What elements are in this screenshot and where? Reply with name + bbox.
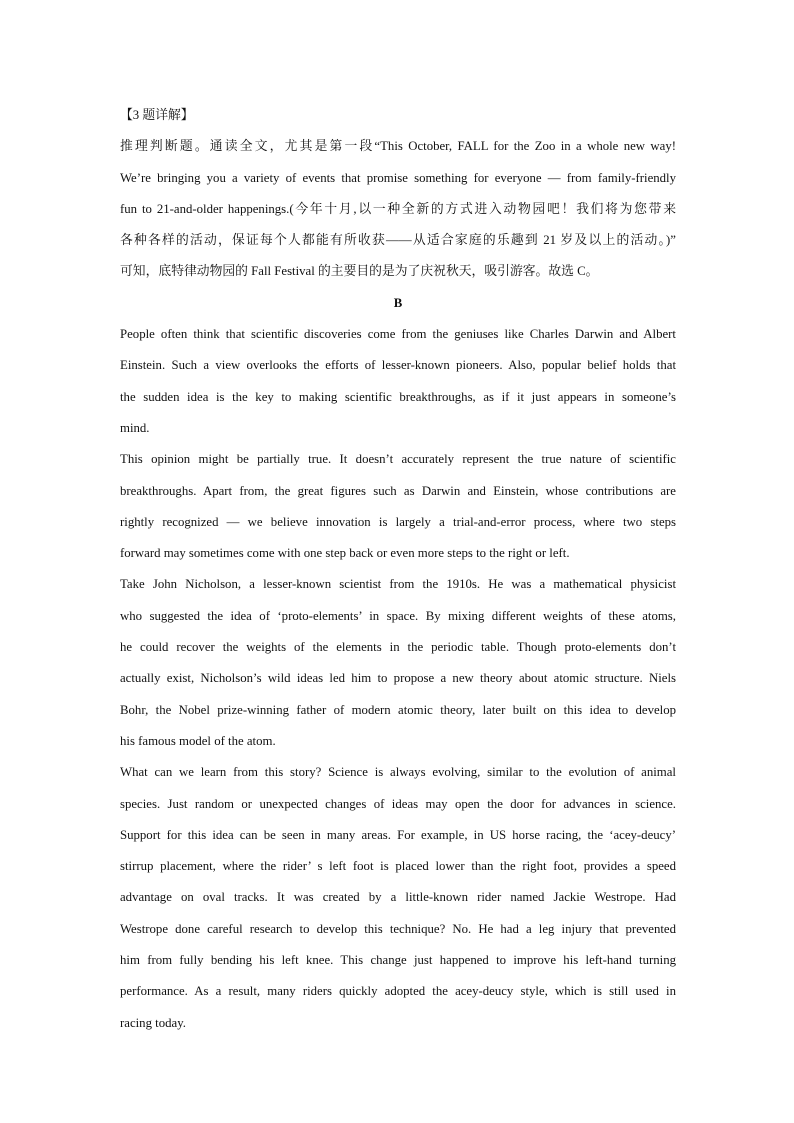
passage-line: Westrope done careful research to develop this technique? No. He had a leg injury that prevented (120, 921, 676, 936)
passage-line: Support for this idea can be seen in many areas. For example, in US horse racing, the ‘acey-deucy’ (120, 827, 676, 842)
passage-line: This opinion might be partially true. It doesn’t accurately represent the true nature of scientific (120, 452, 676, 467)
passage-line: breakthroughs. Apart from, the great figures such as Darwin and Einstein, whose contributions are (120, 483, 676, 498)
passage-line: his famous model of the atom. (120, 733, 276, 748)
passage-line: mind. (120, 420, 150, 435)
passage-line: who suggested the idea of ‘proto-elements’ in space. By mixing different weights of these atoms, (120, 608, 676, 623)
passage-line: him from fully bending his left knee. This change just happened to improve his left-hand turning (120, 953, 676, 968)
explanation-line: fun to 21-and-older happenings.(今年十月,以一种全新的方式进入动物园吧！我们将为您带来 (120, 201, 676, 216)
page-content (120, 100, 676, 1039)
passage-line: advantage on oval tracks. It was created by a little-known rider named Jackie Westrope. Had (120, 890, 676, 905)
answer-heading: 【3 题详解】 (120, 108, 194, 122)
passage-line: stirrup placement, where the rider’ s left foot is placed lower than the right foot, provides a speed (120, 859, 676, 874)
passage-line: What can we learn from this story? Science is always evolving, similar to the evolution of animal (120, 765, 676, 780)
explanation-line: 推理判断题。通读全文，尤其是第一段“This October, FALL for the Zoo in a whole new way! (120, 139, 676, 154)
passage-line: species. Just random or unexpected changes of ideas may open the door for advances in science. (120, 796, 676, 811)
passage-line: racing today. (120, 1015, 186, 1030)
passage-line: Einstein. Such a view overlooks the efforts of lesser-known pioneers. Also, popular belief holds that (120, 358, 676, 373)
section-title: B (393, 295, 403, 310)
passage-line: Take John Nicholson, a lesser-known scientist from the 1910s. He was a mathematical physicist (120, 577, 676, 592)
passage-line: rightly recognized — we believe innovation is largely a trial-and-error process, where two steps (120, 514, 676, 529)
passage-line: the sudden idea is the key to making scientific breakthroughs, as if it just appears in someone’s (120, 389, 676, 404)
explanation-line: We’re bringing you a variety of events that promise something for everyone — from family-friendly (120, 170, 676, 185)
passage-line: performance. As a result, many riders quickly adopted the acey-deucy style, which is still used in (120, 984, 676, 999)
passage-line: actually exist, Nicholson’s wild ideas led him to propose a new theory about atomic structure. Niels (120, 671, 676, 686)
passage-line: he could recover the weights of the elements in the periodic table. Though proto-elements don’t (120, 640, 676, 655)
explanation-line: 可知，底特律动物园的 Fall Festival 的主要目的是为了庆祝秋天，吸引游客。故选 C。 (120, 264, 599, 279)
passage-line: forward may sometimes come with one step back or even more steps to the right or left. (120, 546, 570, 561)
passage-line: Bohr, the Nobel prize-winning father of modern atomic theory, later built on this idea to develop (120, 702, 676, 717)
passage-line: People often think that scientific discoveries come from the geniuses like Charles Darwin and Albert (120, 327, 676, 342)
explanation-line: 各种各样的活动，保证每个人都能有所收获——从适合家庭的乐趣到 21 岁及以上的活动。)” (120, 233, 676, 248)
